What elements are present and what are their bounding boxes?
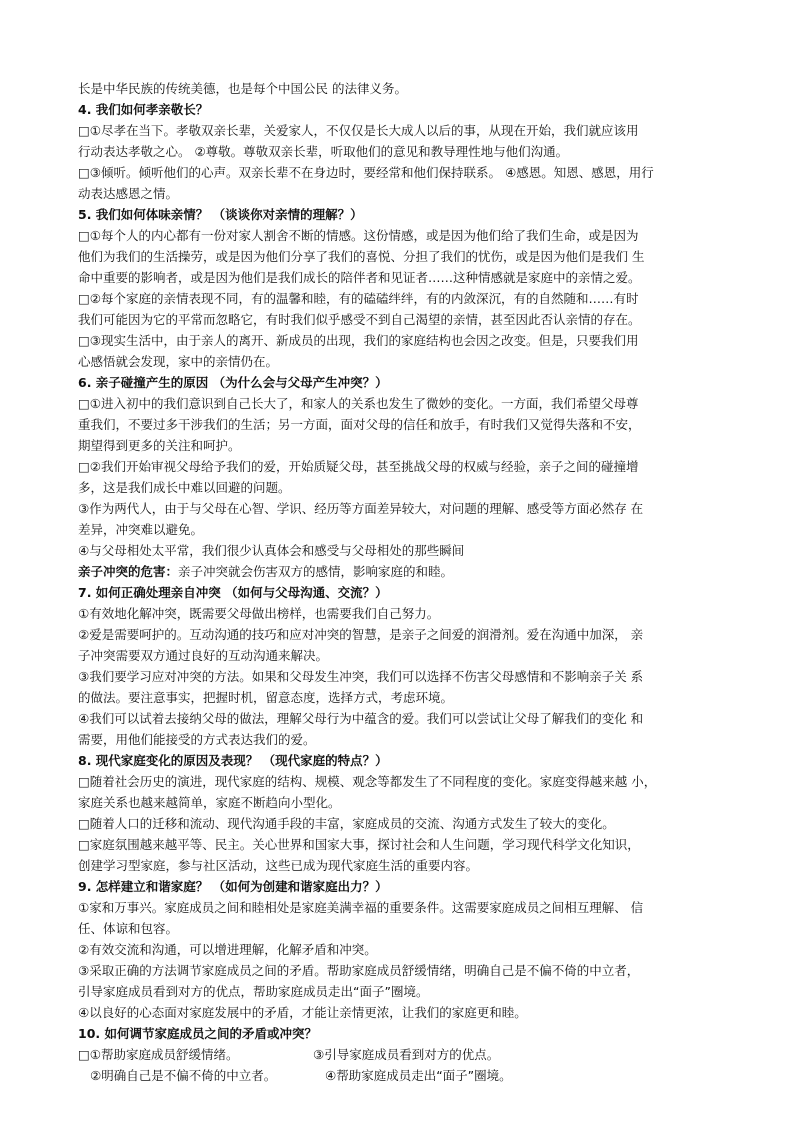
- text-line: 家庭关系也越来越简单，家庭不断趋向小型化。: [78, 795, 341, 810]
- section-heading: 10. 如何调节家庭成员之间的矛盾或冲突？: [78, 1026, 317, 1041]
- section-heading: 9. 怎样建立和谐家庭？ （如何为创建和谐家庭出力？）: [78, 879, 388, 894]
- document-body: [78, 78, 720, 1044]
- text-line: 长是中华民族的传统美德，也是每个中国公民 的法律义务。: [78, 81, 407, 96]
- section-heading: 6. 亲子碰撞产生的原因 （为什么会与父母产生冲突？）: [78, 375, 388, 390]
- text-line: □家庭氛围越来越平等、民主。关心世界和国家大事，探讨社会和人生问题，学习现代科学文化知识，: [78, 837, 640, 852]
- text-line: ④我们可以试着去接纳父母的做法，理解父母行为中蕴含的爱。我们可以尝试让父母了解我们的变化 和: [78, 711, 644, 726]
- text-line: □③现实生活中，由于亲人的离开、新成员的出现，我们的家庭结构也会因之改变。但是，只要我们用: [78, 333, 639, 348]
- text-line: ④以良好的心态面对家庭发展中的矛盾，才能让亲情更浓，让我们的家庭更和睦。: [78, 1005, 527, 1020]
- text-line: 引导家庭成员看到对方的优点，帮助家庭成员走出“面子”圈境。: [78, 984, 429, 999]
- text-line: □②我们开始审视父母给予我们的爱，开始质疑父母，甚至挑战父母的权威与经验，亲子之间的碰撞增: [78, 459, 639, 474]
- text-line: 任、体谅和包容。: [78, 921, 179, 936]
- text-line: 创建学习型家庭，参与社区活动，这些已成为现代家庭生活的重要内容。: [78, 858, 479, 873]
- text-line: 子冲突需要双方通过良好的互动沟通来解决。: [78, 648, 329, 663]
- document-page: [78, 78, 720, 1086]
- text-line: ④与父母相处太平常，我们很少认真体会和感受与父母相处的那些瞬间: [78, 543, 465, 558]
- text-line: 亲子冲突的危害：亲子冲突就会伤害双方的感情，影响家庭的和睦。: [78, 564, 454, 579]
- text-line: □①每个人的内心都有一份对家人割舍不断的情感。这份情感，或是因为他们给了我们生命，或是因为: [78, 228, 639, 243]
- text-line: □①进入初中的我们意识到自己长大了，和家人的关系也发生了微妙的变化。一方面，我们希望父母尊: [78, 396, 639, 411]
- section-heading: 4. 我们如何孝亲敬长？: [78, 102, 209, 117]
- text-line: ①家和万事兴。家庭成员之间和睦相处是家庭美满幸福的重要条件。这需要家庭成员之间相互理解、 信: [78, 900, 644, 915]
- final-two-column-list: [78, 1044, 720, 1086]
- text-line: □随着社会历史的演进，现代家庭的结构、规模、观念等都发生了不同程度的变化。家庭变得越来越 小，: [78, 774, 657, 789]
- text-line: 行动表达孝敬之心。 ②尊敬。尊敬双亲长辈，听取他们的意见和教导理性地与他们沟通。: [78, 144, 569, 159]
- list-row: [78, 1044, 720, 1065]
- text-line: 重我们，不要过多干涉我们的生活；另一方面，面对父母的信任和放手，有时我们又觉得失落和不安，: [78, 417, 641, 432]
- list-item-right: ④帮助家庭成员走出“面子”圈境。: [325, 1068, 512, 1083]
- text-line: ③作为两代人，由于与父母在心智、学识、经历等方面差异较大，对问题的理解、感受等方面必然存 在: [78, 501, 644, 516]
- list-row: [78, 1065, 720, 1086]
- text-line: 的做法。要注意事实，把握时机，留意态度，选择方式，考虑环境。: [78, 690, 454, 705]
- text-line: ②爱是需要呵护的。互动沟通的技巧和应对冲突的智慧，是亲子之间爱的润滑剂。爱在沟通中加深， 亲: [78, 627, 644, 642]
- text-line: 期望得到更多的关注和呵护。: [78, 438, 241, 453]
- text-line: 需要，用他们能接受的方式表达我们的爱。: [78, 732, 316, 747]
- text-line: 命中重要的影响者，或是因为他们是我们成长的陪伴者和见证者……这种情感就是家庭中的亲情之爱。: [78, 270, 641, 285]
- text-line: 我们可能因为它的平常而忽略它，有时我们似乎感受不到自己渴望的亲情，甚至因此否认亲情的存在。: [78, 312, 641, 327]
- bold-lead: 亲子冲突的危害：: [78, 564, 179, 579]
- text-line: □①尽孝在当下。孝敬双亲长辈，关爱家人，不仅仅是长大成人以后的事，从现在开始，我们就应该用: [78, 123, 639, 138]
- text-line: 他们为我们的生活操劳，或是因为他们分享了我们的喜悦、分担了我们的忧伤，或是因为他们是我们 生: [78, 249, 645, 264]
- section-heading: 8. 现代家庭变化的原因及表现？ （现代家庭的特点？）: [78, 753, 388, 768]
- section-heading: 5. 我们如何体味亲情？ （谈谈你对亲情的理解？）: [78, 207, 363, 222]
- text-line: □随着人口的迁移和流动、现代沟通手段的丰富，家庭成员的交流、沟通方式发生了较大的变化。: [78, 816, 615, 831]
- text-line: 多，这是我们成长中难以回避的问题。: [78, 480, 291, 495]
- text-line: □③倾听。倾听他们的心声。双亲长辈不在身边时，要经常和他们保持联系。 ④感恩。知恩、感恩，用行: [78, 165, 654, 180]
- text-line: ③我们要学习应对冲突的方法。如果和父母发生冲突，我们可以选择不伤害父母感情和不影响亲子关 系: [78, 669, 644, 684]
- text-line: 心感悟就会发现，家中的亲情仍在。: [78, 354, 279, 369]
- text-line: □②每个家庭的亲情表现不同，有的温馨和睦，有的磕磕绊绊，有的内敛深沉，有的自然随和……有时: [78, 291, 639, 306]
- text-line: ①有效地化解冲突，既需要父母做出榜样，也需要我们自己努力。: [78, 606, 440, 621]
- text-line: ②有效交流和沟通，可以增进理解，化解矛盾和冲突。: [78, 942, 377, 957]
- text-line: 动表达感恩之情。: [78, 186, 179, 201]
- list-item-left: □①帮助家庭成员舒缓情绪。: [78, 1047, 239, 1062]
- text-line: ③采取正确的方法调节家庭成员之间的矛盾。帮助家庭成员舒缓情绪，明确自己是不偏不倚的中立者，: [78, 963, 640, 978]
- list-item-left: ②明确自己是不偏不倚的中立者。: [90, 1068, 277, 1083]
- list-item-right: ③引导家庭成员看到对方的优点。: [313, 1047, 500, 1062]
- section-heading: 7. 如何正确处理亲自冲突 （如何与父母沟通、交流？）: [78, 585, 388, 600]
- text-line: 差异，冲突难以避免。: [78, 522, 204, 537]
